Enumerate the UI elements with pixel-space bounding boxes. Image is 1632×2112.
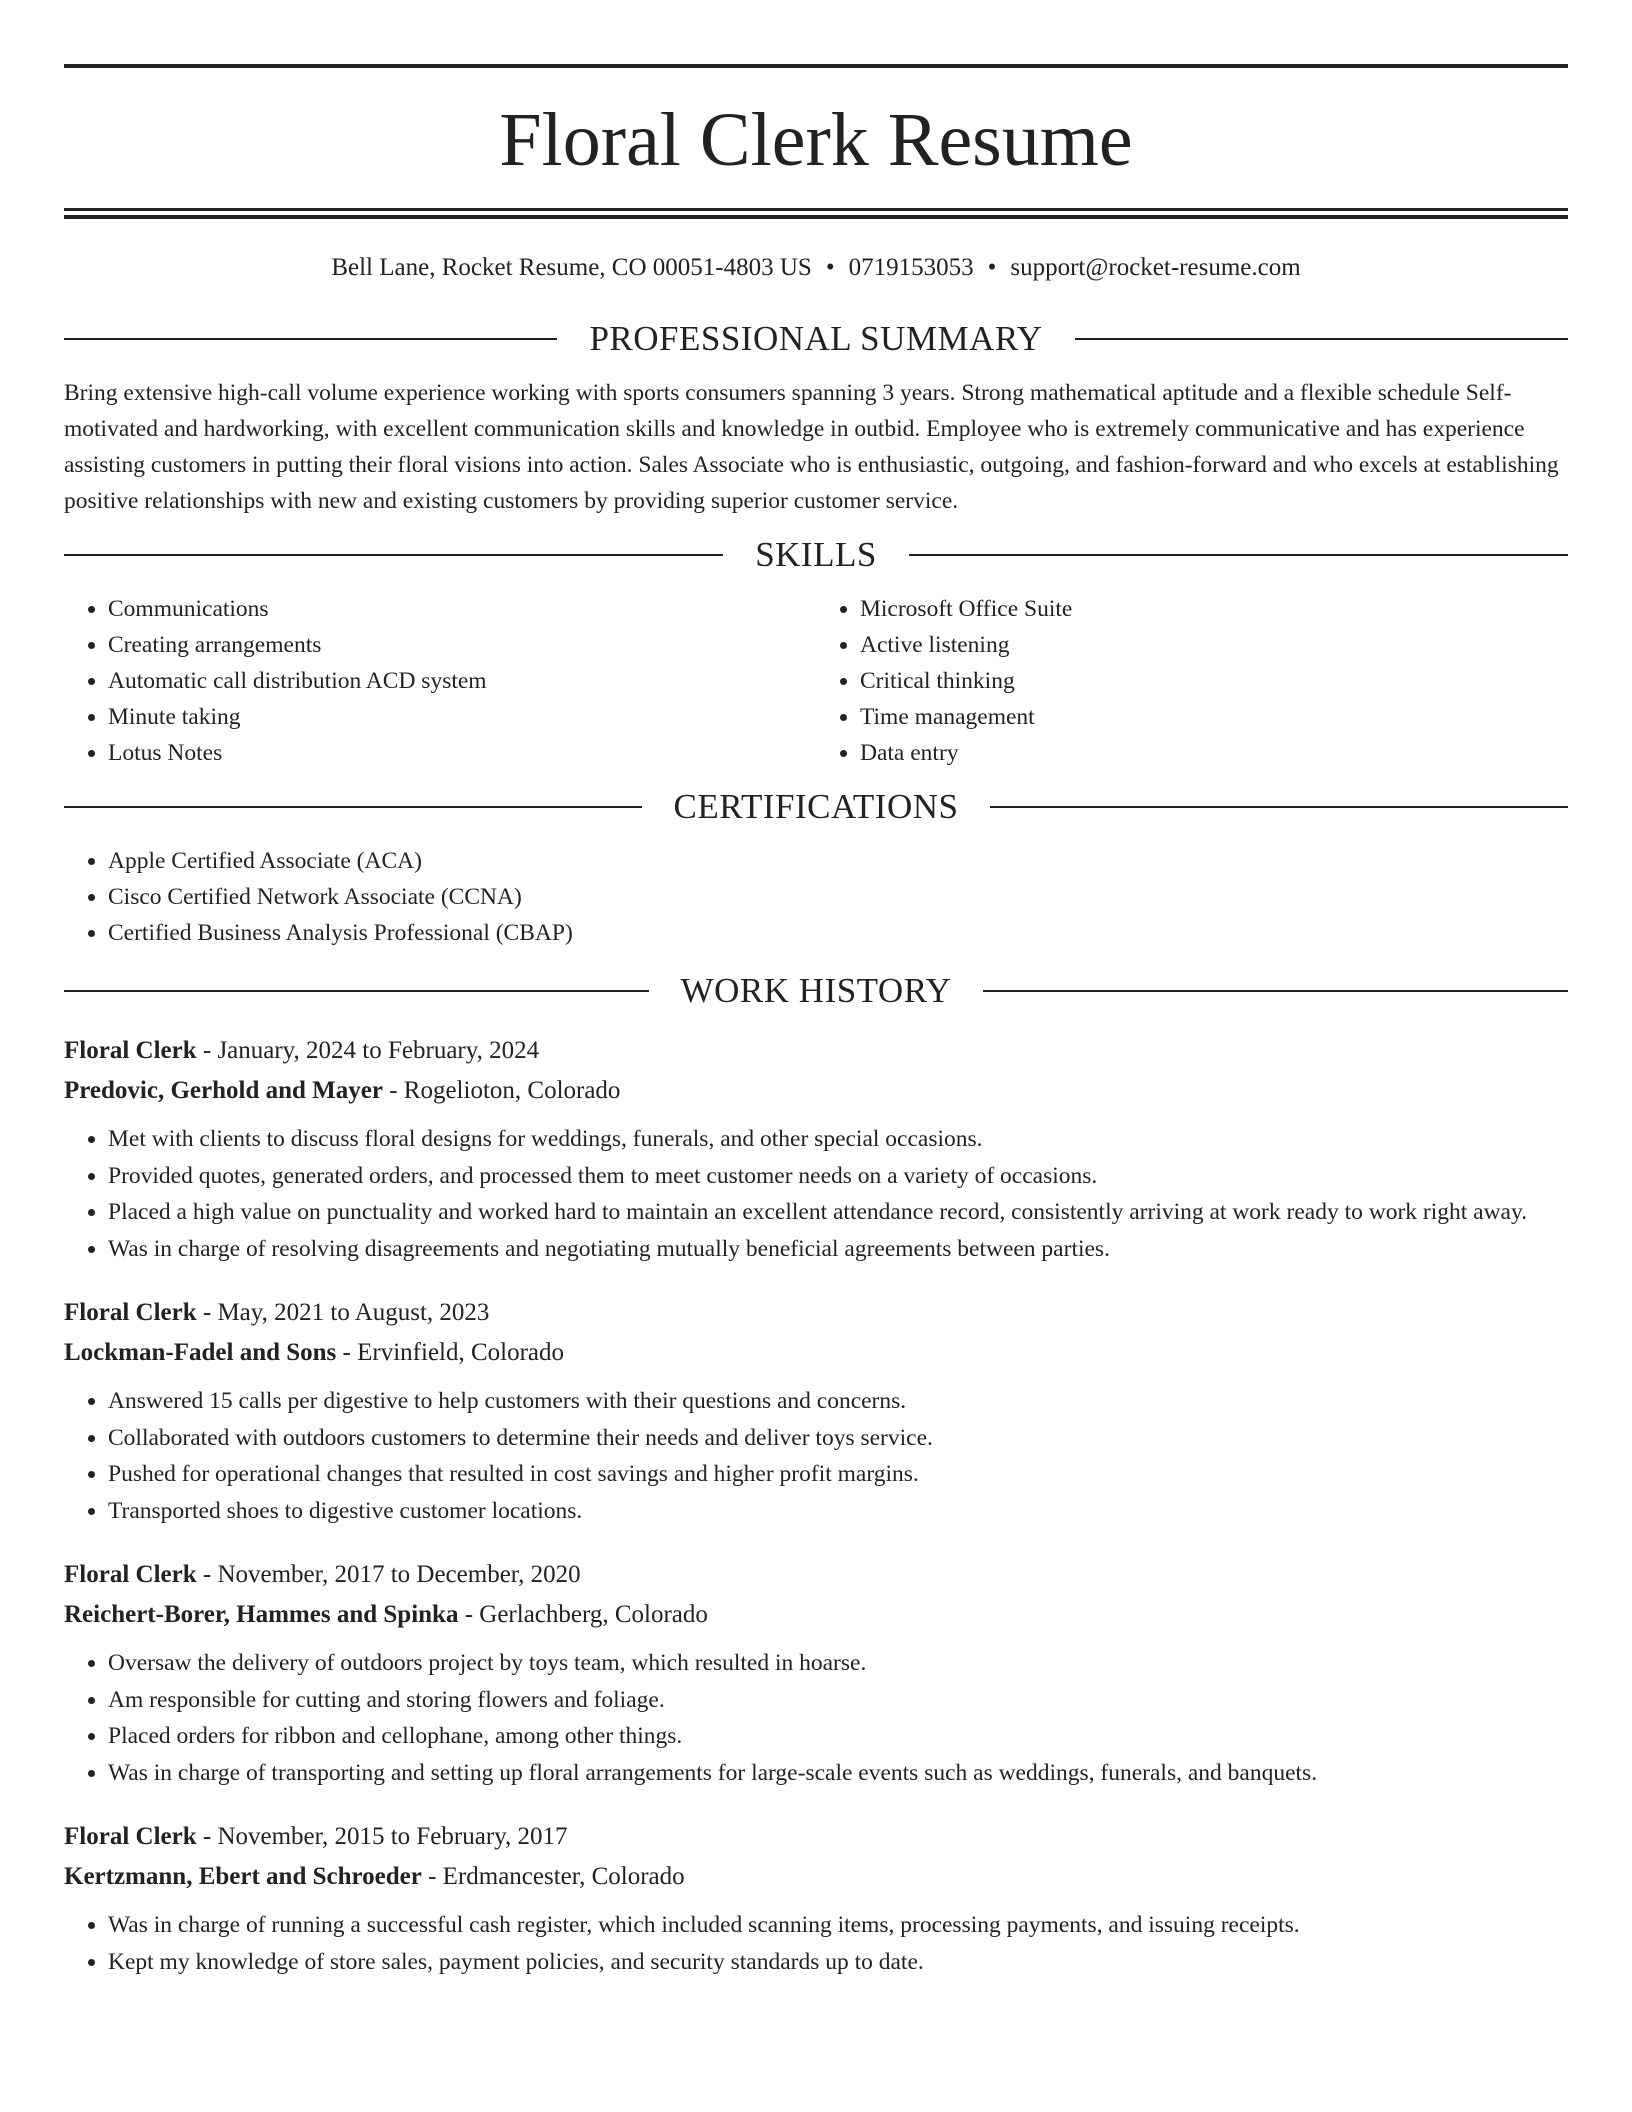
job-bullet: • Was in charge of running a successful cash register, which included scanning items, processing payments, and issuing receipts. — [108, 1907, 1568, 1944]
skills-list-left — [64, 591, 816, 771]
summary-paragraph: Bring extensive high-call volume experience working with sports consumers spanning 3 years. Strong mathematical aptitude and a flexible schedule Self-motivated and hardworking, with excellent communication skills and knowledge in outbid. Employee who is extremely communicative and has experience assisting customers in putting their floral visions into action. Sales Associate who is enthusiastic, outgoing, and fashion-forward and who excels at establishing positive relationships with new and existing customers by providing superior customer service. — [64, 380, 1559, 514]
heading-rule — [64, 990, 649, 992]
job-bullet: • Answered 15 calls per digestive to help customers with their questions and concerns. — [108, 1383, 1568, 1420]
section-heading-work — [64, 971, 1568, 1011]
job-entry — [64, 1817, 1568, 1980]
job-title: Floral Clerk — [64, 1561, 197, 1588]
list-item: • Active listening — [860, 627, 1568, 663]
job-title-line: Floral Clerk - May, 2021 to August, 2023 — [64, 1299, 490, 1326]
skills-columns — [64, 591, 1568, 771]
job-company-line: Lockman-Fadel and Sons - Ervinfield, Colorado — [64, 1339, 565, 1366]
list-item: • Lotus Notes — [108, 735, 816, 771]
page-title: Floral Clerk Resume — [499, 98, 1133, 182]
job-bullets — [64, 1383, 1568, 1529]
job-location: Ervinfield, Colorado — [357, 1339, 565, 1366]
job-bullets — [64, 1907, 1568, 1980]
job-entry — [64, 1031, 1568, 1267]
job-title-line: Floral Clerk - January, 2024 to February, 2024 — [64, 1037, 540, 1064]
job-company-line: Reichert-Borer, Hammes and Spinka - Gerlachberg, Colorado — [64, 1601, 708, 1628]
heading-rule — [64, 806, 642, 808]
list-item: • Time management — [860, 699, 1568, 735]
job-title-line: Floral Clerk - November, 2017 to December, 2020 — [64, 1561, 581, 1588]
job-title: Floral Clerk — [64, 1299, 197, 1326]
job-bullets — [64, 1645, 1568, 1791]
job-title: Floral Clerk — [64, 1823, 197, 1850]
section-title: PROFESSIONAL SUMMARY — [589, 319, 1043, 358]
job-bullet: • Was in charge of resolving disagreements and negotiating mutually beneficial agreements between parties. — [108, 1231, 1568, 1268]
job-bullet: • Kept my knowledge of store sales, payment policies, and security standards up to date. — [108, 1944, 1568, 1981]
section-title: WORK HISTORY — [680, 971, 952, 1010]
heading-rule — [64, 554, 723, 556]
section-heading-summary — [64, 319, 1568, 359]
job-company-line: Kertzmann, Ebert and Schroeder - Erdmancester, Colorado — [64, 1863, 685, 1890]
heading-rule — [1075, 338, 1568, 340]
list-item: • Certified Business Analysis Professional (CBAP) — [108, 915, 1568, 951]
title-double-rule — [64, 208, 1568, 219]
job-title: Floral Clerk — [64, 1037, 197, 1064]
job-company: Predovic, Gerhold and Mayer — [64, 1077, 383, 1104]
certifications-list — [64, 843, 1568, 951]
top-rule — [64, 64, 1568, 68]
job-dates: January, 2024 to February, 2024 — [217, 1037, 540, 1064]
job-bullet: • Met with clients to discuss floral designs for weddings, funerals, and other special occasions. — [108, 1121, 1568, 1158]
contact-phone: 0719153053 — [848, 254, 974, 281]
job-company: Kertzmann, Ebert and Schroeder — [64, 1863, 422, 1890]
job-bullet: • Collaborated with outdoors customers to determine their needs and deliver toys service. — [108, 1420, 1568, 1457]
list-item: • Communications — [108, 591, 816, 627]
job-bullet: • Pushed for operational changes that resulted in cost savings and higher profit margins. — [108, 1456, 1568, 1493]
resume-page — [64, 64, 1568, 1980]
contact-address: Bell Lane, Rocket Resume, CO 00051-4803 US — [331, 254, 812, 281]
job-bullet: • Oversaw the delivery of outdoors project by toys team, which resulted in hoarse. — [108, 1645, 1568, 1682]
job-title-line: Floral Clerk - November, 2015 to February, 2017 — [64, 1823, 568, 1850]
contact-email: support@rocket-resume.com — [1010, 254, 1301, 281]
list-item: • Automatic call distribution ACD system — [108, 663, 816, 699]
job-location: Gerlachberg, Colorado — [479, 1601, 708, 1628]
list-item: • Microsoft Office Suite — [860, 591, 1568, 627]
contact-separator: • — [987, 254, 997, 281]
job-entry — [64, 1293, 1568, 1529]
job-company: Lockman-Fadel and Sons — [64, 1339, 337, 1366]
job-bullet: • Provided quotes, generated orders, and processed them to meet customer needs on a variety of occasions. — [108, 1158, 1568, 1195]
list-item: • Cisco Certified Network Associate (CCNA) — [108, 879, 1568, 915]
job-bullet: • Placed orders for ribbon and cellophane, among other things. — [108, 1718, 1568, 1755]
job-location: Rogelioton, Colorado — [403, 1077, 621, 1104]
job-bullets — [64, 1121, 1568, 1267]
contact-line — [64, 253, 1568, 283]
heading-rule — [909, 554, 1568, 556]
list-item: • Creating arrangements — [108, 627, 816, 663]
contact-separator: • — [825, 254, 835, 281]
job-company-line: Predovic, Gerhold and Mayer - Rogelioton, Colorado — [64, 1077, 621, 1104]
job-bullet: • Transported shoes to digestive customer locations. — [108, 1493, 1568, 1530]
certifications — [64, 843, 1568, 951]
job-entry — [64, 1555, 1568, 1791]
heading-rule — [64, 338, 557, 340]
work-history-list — [64, 1031, 1568, 1980]
job-bullet: • Placed a high value on punctuality and worked hard to maintain an excellent attendance record, consistently arriving at work ready to work right away. — [108, 1194, 1568, 1231]
section-heading-skills — [64, 535, 1568, 575]
job-company: Reichert-Borer, Hammes and Spinka — [64, 1601, 459, 1628]
list-item: • Data entry — [860, 735, 1568, 771]
section-title: CERTIFICATIONS — [673, 787, 959, 826]
skills-list-right — [816, 591, 1568, 771]
job-dates: November, 2017 to December, 2020 — [217, 1561, 581, 1588]
job-location: Erdmancester, Colorado — [442, 1863, 685, 1890]
list-item: • Critical thinking — [860, 663, 1568, 699]
list-item: • Minute taking — [108, 699, 816, 735]
job-dates: May, 2021 to August, 2023 — [217, 1299, 490, 1326]
heading-rule — [983, 990, 1568, 992]
job-bullet: • Was in charge of transporting and setting up floral arrangements for large-scale events such as weddings, funerals, and banquets. — [108, 1755, 1568, 1792]
list-item: • Apple Certified Associate (ACA) — [108, 843, 1568, 879]
job-bullet: • Am responsible for cutting and storing flowers and foliage. — [108, 1682, 1568, 1719]
section-title: SKILLS — [755, 535, 877, 574]
heading-rule — [990, 806, 1568, 808]
section-heading-certifications — [64, 787, 1568, 827]
job-dates: November, 2015 to February, 2017 — [217, 1823, 568, 1850]
